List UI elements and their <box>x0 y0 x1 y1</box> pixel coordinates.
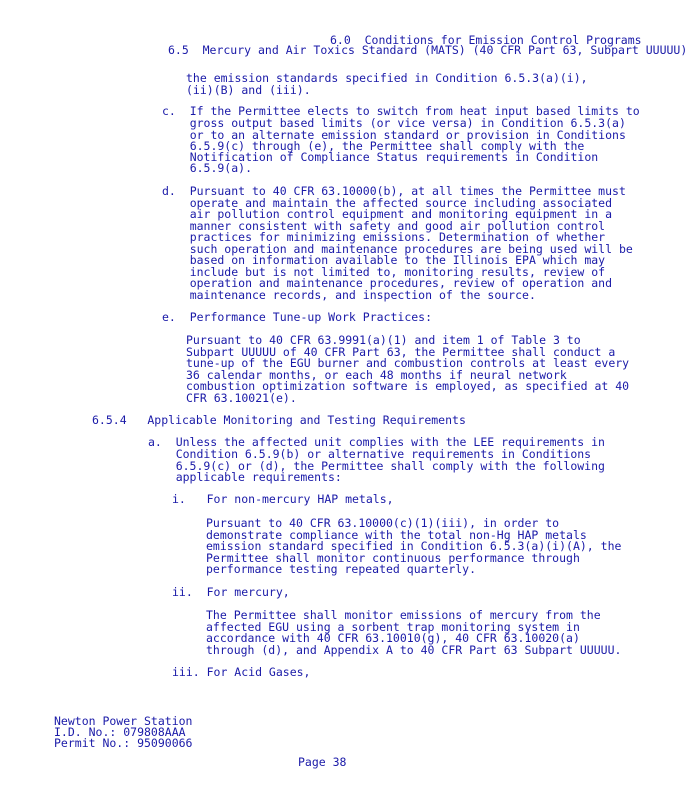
para-e-line-5: combustion optimization software is employed, as specified at 40 <box>186 379 630 393</box>
item-ii-line-4: through (d), and Appendix A to 40 CFR Part 63 Subpart UUUUU. <box>206 643 622 657</box>
para-e-line-4: 36 calendar months, or each 48 months if neural network <box>186 368 567 382</box>
para-d-line-4: manner consistent with safety and good air pollution control <box>162 219 606 233</box>
item-ii-line-3: accordance with 40 CFR 63.10010(g), 40 CFR 63.10020(a) <box>206 631 580 645</box>
para-c-line-2: gross output based limits (or vice versa) in Condition 6.5.3(a) <box>162 116 626 130</box>
para-d-line-8: include but is not limited to, monitoring results, review of <box>162 265 606 279</box>
para-a-line-3: 6.5.9(c) or (d), the Permittee shall comply with the following <box>148 459 605 473</box>
header-subsection-title: 6.5 Mercury and Air Toxics Standard (MATS) (40 CFR Part 63, Subpart UUUUU) <box>168 43 687 57</box>
item-iii-title: iii. For Acid Gases, <box>172 665 311 679</box>
para-a-line-2: Condition 6.5.9(b) or alternative requirements in Conditions <box>148 447 592 461</box>
para-c-line-4: 6.5.9(c) through (e), the Permittee shall comply with the <box>162 139 585 153</box>
para-c-line-1: c. If the Permittee elects to switch from heat input based limits to <box>162 104 640 118</box>
para-a-line-4: applicable requirements: <box>148 470 342 484</box>
para-b-line-2: (ii)(B) and (iii). <box>186 83 311 97</box>
para-e-line-3: tune-up of the EGU burner and combustion controls at least every <box>186 356 630 370</box>
para-c-line-5: Notification of Compliance Status requirements in Condition <box>162 150 599 164</box>
item-ii-line-2: affected EGU using a sorbent trap monitoring system in <box>206 620 580 634</box>
para-c-line-6: 6.5.9(a). <box>162 161 253 175</box>
para-d-line-7: based on information available to the Illinois EPA which may <box>162 253 606 267</box>
para-d-line-6: such operation and maintenance procedures are being used will be <box>162 242 633 256</box>
para-d-line-2: operate and maintain the affected source including associated <box>162 196 613 210</box>
item-i-line-5: performance testing repeated quarterly. <box>206 562 477 576</box>
para-d-line-1: d. Pursuant to 40 CFR 63.10000(b), at all times the Permittee must <box>162 184 626 198</box>
para-e-line-6: CFR 63.10021(e). <box>186 391 297 405</box>
section-6-5-4-heading: 6.5.4 Applicable Monitoring and Testing Requirements <box>92 413 466 427</box>
item-ii-line-1: The Permittee shall monitor emissions of mercury from the <box>206 608 601 622</box>
para-e-line-2: Subpart UUUUU of 40 CFR Part 63, the Permittee shall conduct a <box>186 345 616 359</box>
footer-id-number: I.D. No.: 079808AAA <box>54 725 186 739</box>
para-e-title: e. Performance Tune-up Work Practices: <box>162 310 433 324</box>
footer-station-name: Newton Power Station <box>54 714 193 728</box>
para-c-line-3: or to an alternate emission standard or provision in Conditions <box>162 128 626 142</box>
para-d-line-3: air pollution control equipment and monitoring equipment in a <box>162 207 613 221</box>
item-i-title: i. For non-mercury HAP metals, <box>172 492 394 506</box>
item-i-line-2: demonstrate compliance with the total non-Hg HAP metals <box>206 528 587 542</box>
para-b-line-1: the emission standards specified in Condition 6.5.3(a)(i), <box>186 71 588 85</box>
item-ii-title: ii. For mercury, <box>172 585 290 599</box>
footer-permit-number: Permit No.: 95090066 <box>54 736 193 750</box>
para-a-line-1: a. Unless the affected unit complies with the LEE requirements in <box>148 435 605 449</box>
header-section-title: 6.0 Conditions for Emission Control Programs <box>330 33 642 47</box>
para-d-line-9: operation and maintenance procedures, review of operation and <box>162 276 613 290</box>
para-d-line-10: maintenance records, and inspection of the source. <box>162 288 536 302</box>
page-number: Page 38 <box>298 755 347 769</box>
para-e-line-1: Pursuant to 40 CFR 63.9991(a)(1) and item 1 of Table 3 to <box>186 333 581 347</box>
item-i-line-4: Permittee shall monitor continuous performance through <box>206 551 580 565</box>
item-i-line-3: emission standard specified in Condition 6.5.3(a)(i)(A), the <box>206 539 622 553</box>
item-i-line-1: Pursuant to 40 CFR 63.10000(c)(1)(iii), in order to <box>206 516 560 530</box>
para-d-line-5: practices for minimizing emissions. Determination of whether <box>162 230 606 244</box>
